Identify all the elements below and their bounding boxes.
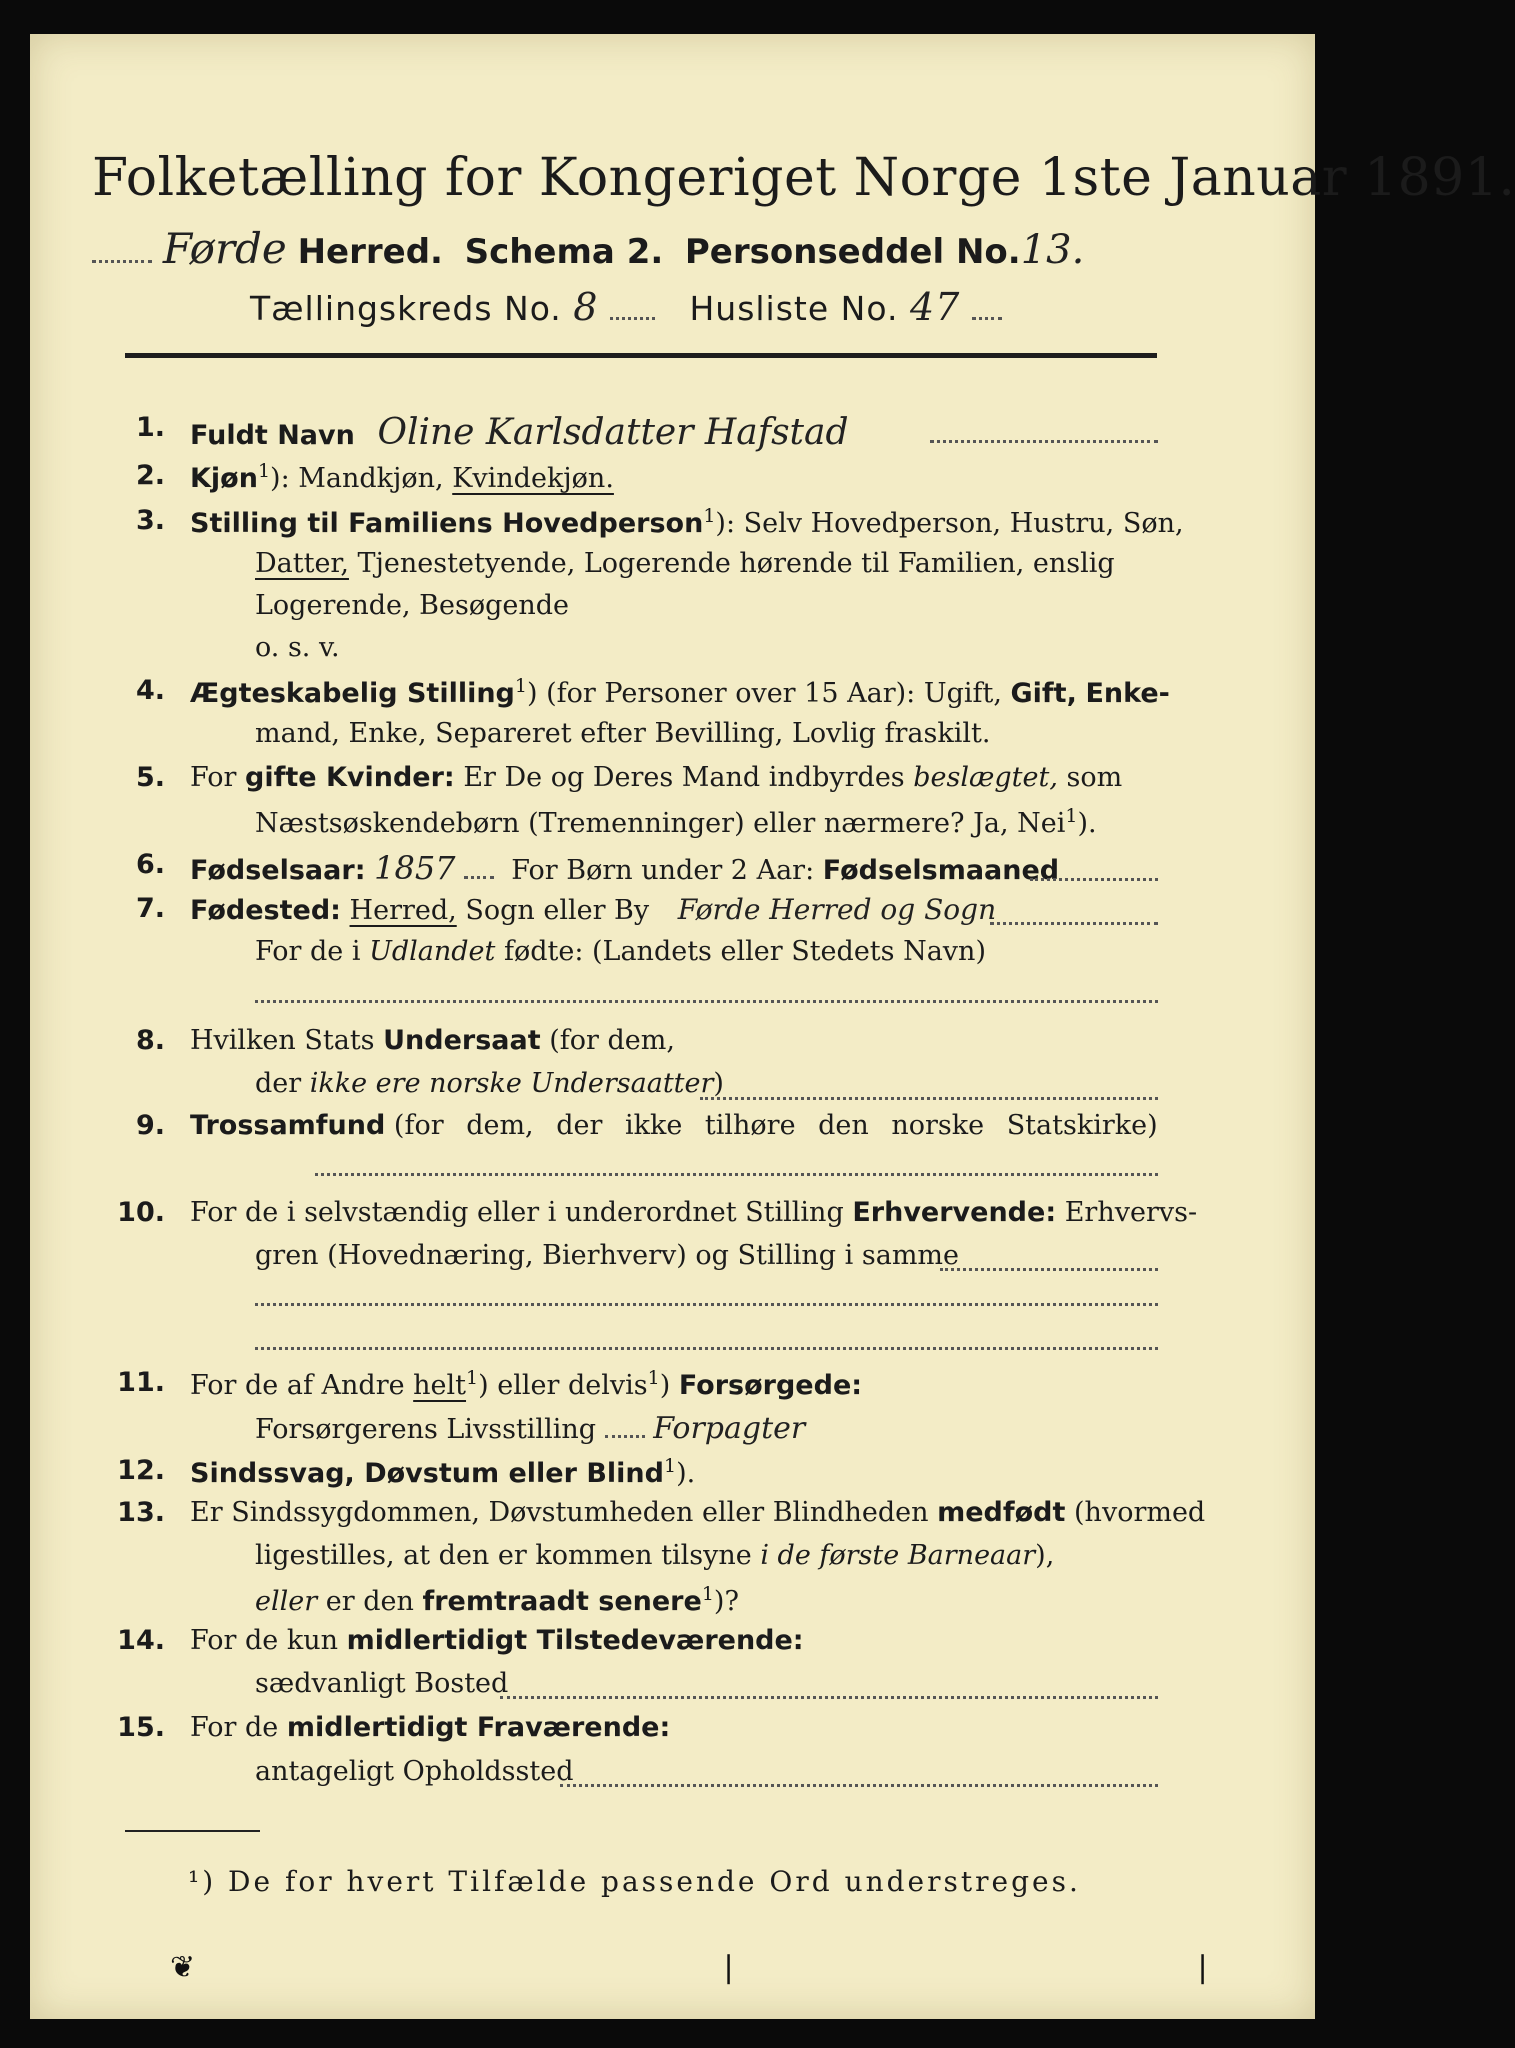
schema-label: Schema 2. [464, 232, 664, 272]
item-10-line-1 [190, 1197, 1197, 1228]
abroad-text: fødte: (Landets eller Stedets Navn) [503, 936, 986, 967]
birthplace-herred-selected: Herred, [349, 895, 457, 926]
married-women-label: gifte Kvinder: [245, 762, 455, 793]
item-number: 5. [135, 762, 165, 793]
provider-occupation-value: Forpagter [653, 1411, 806, 1446]
item-3-line-2 [255, 548, 1115, 579]
item-6-line [190, 849, 1059, 887]
fill-line [315, 1173, 1158, 1176]
birthplace-label: Fødested: [190, 895, 341, 926]
item-10-line-2: gren (Hovednæring, Bierhverv) og Stilling i samme [255, 1240, 960, 1271]
item-number: 15. [117, 1712, 165, 1743]
abroad-label: Udlandet [369, 936, 496, 967]
birthplace-value: Førde Herred og Sogn [677, 893, 997, 926]
sex-selected-female: Kvindekjøn. [452, 463, 614, 494]
item-7-line-2 [255, 936, 986, 967]
item-7-line-1 [190, 893, 996, 926]
item-number: 11. [117, 1367, 165, 1398]
disability-label: Sindssvag, Døvstum eller Blind [190, 1458, 664, 1489]
provider-occupation-label: Forsørgerens Livsstilling [255, 1414, 597, 1445]
family-position-selected: Datter, [255, 548, 349, 579]
item-number: 7. [135, 893, 165, 924]
form-title: Folketælling for Kongeriget Norge 1ste Januar 1891. [92, 148, 1515, 208]
birthplace-options: Sogn eller By [465, 895, 650, 926]
marital-enke: Enke- [1085, 678, 1170, 709]
header-divider [125, 353, 1157, 358]
fill-line [930, 440, 1158, 443]
birth-month-label: Fødselsmaaned [822, 855, 1060, 886]
item-3-line-1: Stilling til Familiens Hovedperson$^1$): Selv Hovedperson, Hustru, Søn, [190, 505, 1184, 539]
congenital-later-label: fremtraadt senere [422, 1586, 702, 1617]
kreds-line [250, 285, 1002, 329]
personseddel-label: Personseddel No. [684, 232, 1021, 272]
birth-month-prefix: For Børn under 2 Aar: [511, 855, 815, 886]
item-number: 12. [117, 1455, 165, 1486]
temp-absent-prefix: For de [190, 1712, 279, 1743]
congenital-text-2: er den [325, 1586, 414, 1617]
supported-delvis: eller delvis [497, 1370, 648, 1401]
item-9-line [190, 1110, 1158, 1141]
item-12-line: Sindssvag, Døvstum eller Blind$^1$). [190, 1455, 696, 1489]
herred-value: Førde [162, 224, 287, 273]
marital-status-options: (for Personer over 15 Aar): Ugift, [546, 678, 1002, 709]
married-women-som: som [1066, 762, 1123, 793]
item-3-line-4: o. s. v. [255, 632, 340, 663]
occupation-label: Erhvervende: [852, 1197, 1057, 1228]
form-header-line [92, 224, 1084, 273]
marital-status-label: Ægteskabelig Stilling [190, 678, 515, 709]
temp-present-label: midlertidigt Tilstedeværende: [346, 1625, 804, 1656]
kreds-value: 8 [573, 285, 599, 329]
item-number: 6. [135, 849, 165, 880]
married-women-question: Er De og Deres Mand indbyrdes [463, 762, 905, 793]
citizenship-italic: ikke ere norske Undersaatter [309, 1068, 714, 1099]
item-3-line-3: Logerende, Besøgende [255, 590, 569, 621]
footnote-divider [125, 1830, 260, 1832]
fill-line [560, 1784, 1158, 1787]
fill-line [700, 1097, 1158, 1100]
item-4-line-1: Ægteskabelig Stilling$^1$) (for Personer over 15 Aar): Ugift, Gift, Enke- [190, 675, 1170, 709]
item-number: 9. [135, 1110, 165, 1141]
item-13-line-1 [190, 1497, 1205, 1528]
herred-label: Herred. [297, 232, 443, 272]
item-1-line [190, 412, 849, 453]
occupation-prefix: For de i selvstændig eller i underordnet Stilling [190, 1197, 844, 1228]
personseddel-value: 13. [1020, 227, 1085, 273]
fill-line [990, 922, 1158, 925]
fill-line [1030, 878, 1158, 881]
full-name-label: Fuldt Navn [190, 420, 355, 451]
husliste-label: Husliste No. [689, 289, 899, 328]
item-15-line-2: antageligt Opholdssted [255, 1756, 574, 1787]
item-11-line-1: For de af Andre helt$^1$) eller delvis$^1$) Forsørgede: [190, 1367, 863, 1401]
citizenship-text: (for dem, [549, 1025, 675, 1056]
item-15-line-1 [190, 1712, 670, 1743]
supported-prefix: For de af Andre [190, 1370, 405, 1401]
citizenship-prefix: Hvilken Stats [190, 1025, 375, 1056]
item-number: 2. [135, 460, 165, 491]
item-number: 3. [135, 505, 165, 536]
item-14-line-2: sædvanligt Bosted [255, 1668, 509, 1699]
marital-gift: Gift, [1010, 678, 1077, 709]
item-number: 8. [135, 1025, 165, 1056]
item-8-line-1 [190, 1025, 675, 1056]
supported-label: Forsørgede: [678, 1370, 863, 1401]
sex-label: Kjøn [190, 463, 258, 494]
congenital-italic: i de første Barneaar [760, 1540, 1036, 1571]
family-position-options: ): Selv Hovedperson, Hustru, Søn, [715, 508, 1184, 539]
fill-line [500, 1696, 1158, 1699]
husliste-value: 47 [909, 285, 961, 329]
married-women-prefix: For [190, 762, 237, 793]
religion-text: (for dem, der ikke tilhøre den norske Statskirke) [393, 1110, 1158, 1141]
family-position-label: Stilling til Familiens Hovedperson [190, 508, 704, 539]
congenital-question: Er Sindssygdommen, Døvstumheden eller Blindheden [190, 1497, 929, 1528]
fill-line [940, 1268, 1158, 1271]
item-5-line-2: Næstsøskendebørn (Tremenninger) eller nærmere? Ja, Nei$^1$). [255, 805, 1097, 839]
binding-mark-icon: ❦ [170, 1950, 196, 1985]
item-2-line: Kjøn$^1$): Mandkjøn, Kvindekjøn. [190, 460, 614, 494]
fill-line [255, 1347, 1158, 1350]
full-name-value: Oline Karlsdatter Hafstad [377, 412, 849, 453]
item-14-line-1 [190, 1625, 804, 1656]
married-women-answer-options: Næstsøskendebørn (Tremenninger) eller nærmere? Ja, Nei [255, 808, 1066, 839]
supported-helt-selected: helt [413, 1370, 467, 1401]
item-4-line-2: mand, Enke, Separeret efter Bevilling, Lovlig fraskilt. [255, 718, 991, 749]
fill-line [255, 1000, 1158, 1003]
citizenship-der: der [255, 1068, 302, 1099]
occupation-suffix: Erhvervs- [1064, 1197, 1198, 1228]
item-8-line-2: der ikke ere norske Undersaatter) [255, 1068, 724, 1099]
temp-present-prefix: For de kun [190, 1625, 338, 1656]
temp-absent-label: midlertidigt Fraværende: [286, 1712, 671, 1743]
birth-year-label: Fødselsaar: [190, 855, 366, 886]
item-5-line-1 [190, 762, 1122, 793]
family-position-options-2: Tjenestetyende, Logerende hørende til Familien, enslig [357, 548, 1115, 579]
citizenship-label: Undersaat [383, 1025, 541, 1056]
birth-year-value: 1857 [374, 849, 456, 887]
fill-line [255, 1303, 1158, 1306]
item-number: 4. [135, 675, 165, 706]
binding-mark-icon: ❘ [1190, 1950, 1216, 1985]
congenital-suffix: (hvormed [1074, 1497, 1206, 1528]
item-11-line-2 [255, 1411, 805, 1446]
beslaegtet-text: beslægtet, [913, 762, 1058, 793]
congenital-text: ligestilles, at den er kommen tilsyne [255, 1540, 752, 1571]
congenital-eller: eller [255, 1586, 318, 1617]
binding-mark-icon: ❘ [716, 1950, 742, 1985]
congenital-label: medfødt [937, 1497, 1066, 1528]
item-13-line-3: eller er den fremtraadt senere$^1$)? [255, 1583, 739, 1617]
item-number: 13. [117, 1497, 165, 1528]
footnote: ¹) De for hvert Tilfælde passende Ord understreges. [188, 1865, 1081, 1898]
religion-label: Trossamfund [190, 1110, 386, 1141]
item-number: 1. [135, 412, 165, 443]
kreds-label: Tællingskreds No. [250, 289, 562, 328]
item-number: 10. [117, 1197, 165, 1228]
item-13-line-2: ligestilles, at den er kommen tilsyne i de første Barneaar), [255, 1540, 1055, 1571]
item-number: 14. [117, 1625, 165, 1656]
abroad-prefix: For de i [255, 936, 361, 967]
sex-options: ): Mandkjøn, [270, 463, 444, 494]
